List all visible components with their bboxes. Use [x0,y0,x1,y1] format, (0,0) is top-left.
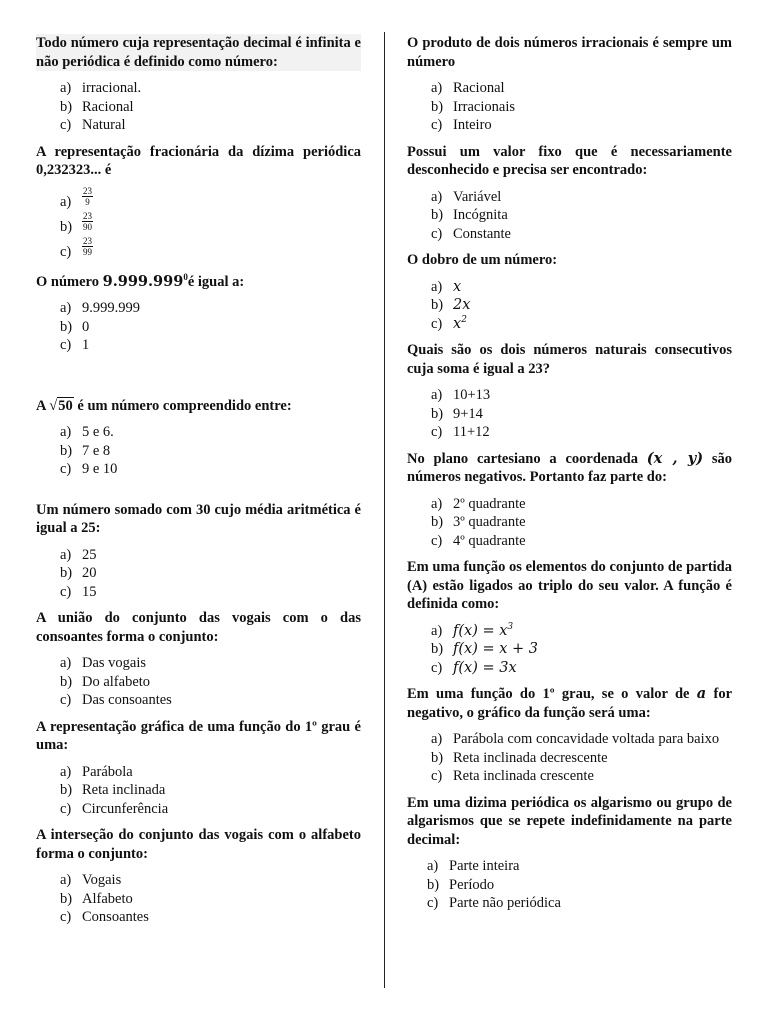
option-item[interactable]: c) f(x) = 3x [431,659,517,676]
question-text: Um número somado com 30 cujo média aritmética é igual a 25: [36,501,361,536]
option-item[interactable]: b) 0 [60,318,90,335]
option-item[interactable]: c) 9 e 10 [60,461,118,477]
question-text: O dobro de um número: [407,252,558,268]
option-item[interactable]: b) 2x [431,297,471,313]
question-text: Todo número cuja representação decimal é infinita e não periódica é definido como número: [36,35,361,70]
option-item[interactable]: b) Irracionais [431,98,515,115]
option-item[interactable]: c) Circunferência [60,800,169,817]
question-text: Em uma função do 1º grau, se o valor de a for negativo, o gráfico da função será uma: [407,685,733,721]
question-block [36,501,361,602]
question-text: Em uma dizima periódica os algarismo ou grupo de algarismos que se repete indefinidamente na parte decimal: [407,794,732,848]
column-divider [384,32,385,988]
option-item[interactable]: c) Constante [431,225,511,242]
option-item[interactable]: a) Parábola com concavidade voltada para baixo [431,731,720,747]
option-item[interactable]: a) 5 e 6. [60,424,114,440]
option-item[interactable]: a) Racional [431,80,505,96]
option-item[interactable]: c) Inteiro [431,117,492,133]
question-block [407,450,732,551]
question-text: A representação fracionária da dízima periódica 0,232323... é [36,143,361,178]
option-list [36,763,361,819]
question-text: O produto de dois números irracionais é sempre um número [407,35,732,70]
question-block [36,34,361,135]
question-block [36,609,361,710]
question-block [407,558,732,677]
right-column [407,34,732,921]
option-item[interactable]: c) Consoantes [60,909,149,925]
question-block [407,685,732,786]
option-item[interactable]: c) 1 [60,337,90,353]
option-item[interactable]: b) Do alfabeto [60,673,151,690]
question-text: O número 9.999.999$^0$é igual a: [36,271,245,290]
option-item[interactable]: a) $\frac{23}{9}$ [60,185,92,210]
option-item[interactable]: c) Parte não periódica [427,895,561,911]
option-item[interactable]: a) $f(x) = x^3$ [431,621,514,639]
question-text: A união do conjunto das vogais com o das consoantes forma o conjunto: [36,610,361,645]
option-item[interactable]: c) Natural [60,117,126,133]
option-item[interactable]: b) Reta inclinada decrescente [431,749,608,766]
question-block [36,143,361,265]
option-item[interactable]: a) 2º quadrante [431,495,526,512]
option-item[interactable]: c) $\frac{23}{99}$ [60,235,92,260]
question-block [36,826,361,927]
option-item[interactable]: b) f(x) = x + 3 [431,641,538,657]
option-item[interactable]: b) Alfabeto [60,890,133,907]
question-block [407,143,732,244]
option-item[interactable]: b) 3º quadrante [431,514,526,530]
question-block [36,397,361,479]
option-item[interactable]: a) Variável [431,188,502,205]
option-item[interactable]: b) 7 e 8 [60,442,111,459]
option-item[interactable]: b) Racional [60,98,134,115]
question-block [407,34,732,135]
question-block [407,794,732,913]
option-list [407,79,732,135]
fraction: $\frac{23}{99}$ [83,235,92,257]
option-item[interactable]: b) Incógnita [431,207,508,223]
option-list [36,871,361,927]
question-text: A √50 é um número compreendido entre: [36,397,292,414]
square-root: √50 [49,397,73,414]
option-item[interactable]: b) Reta inclinada [60,782,166,798]
option-item[interactable]: a) 9.999.999 [60,300,140,316]
option-list [36,546,361,602]
option-item[interactable]: c) Das consoantes [60,692,172,708]
question-block [36,273,361,355]
option-item[interactable]: b) $\frac{23}{90}$ [60,210,92,235]
question-text: Em uma função os elementos do conjunto de partida (A) estão ligados ao triplo do seu valor. A função é definida como: [407,559,732,612]
option-list [407,278,732,334]
question-block [407,251,732,333]
fraction: $\frac{23}{90}$ [83,210,92,232]
option-list [407,622,732,678]
option-list [36,185,361,265]
option-item[interactable]: a) 10+13 [431,387,491,403]
left-column [36,34,361,935]
option-item[interactable]: a) Das vogais [60,655,147,671]
option-item[interactable]: a) irracional. [60,80,142,96]
option-item[interactable]: a) 25 [60,546,97,563]
fraction: $\frac{23}{9}$ [83,185,92,207]
question-block [407,341,732,442]
question-text: A representação gráfica de uma função do 1º grau é uma: [36,718,361,753]
option-item[interactable]: c) $x^2$ [431,314,467,332]
option-list [407,857,732,913]
option-list [36,299,361,355]
option-item[interactable]: b) 9+14 [431,405,483,422]
option-list [36,423,361,479]
option-item[interactable]: c) 4º quadrante [431,532,526,549]
option-list [407,188,732,244]
option-item[interactable]: c) 15 [60,583,97,600]
question-text: A interseção do conjunto das vogais com o alfabeto forma o conjunto: [36,827,361,862]
option-list [407,386,732,442]
option-list [407,495,732,551]
question-block [36,718,361,819]
option-item[interactable]: b) Período [427,876,495,893]
option-item[interactable]: a) Parábola [60,763,133,780]
option-item[interactable]: c) Reta inclinada crescente [431,768,594,784]
option-item[interactable]: a) Parte inteira [427,858,520,874]
option-item[interactable]: c) 11+12 [431,424,490,440]
option-item[interactable]: a) x [431,278,462,295]
option-list [36,79,361,135]
question-text: No plano cartesiano a coordenada (x , y) são números negativos. Portanto faz parte do: [407,449,733,485]
option-list [36,654,361,710]
option-list [407,730,732,786]
question-text: Quais são os dois números naturais consecutivos cuja soma é igual a 23? [407,342,732,377]
option-item[interactable]: a) Vogais [60,872,122,888]
question-text: Possui um valor fixo que é necessariamente desconhecido e precisa ser encontrado: [407,143,732,178]
option-item[interactable]: b) 20 [60,565,97,581]
